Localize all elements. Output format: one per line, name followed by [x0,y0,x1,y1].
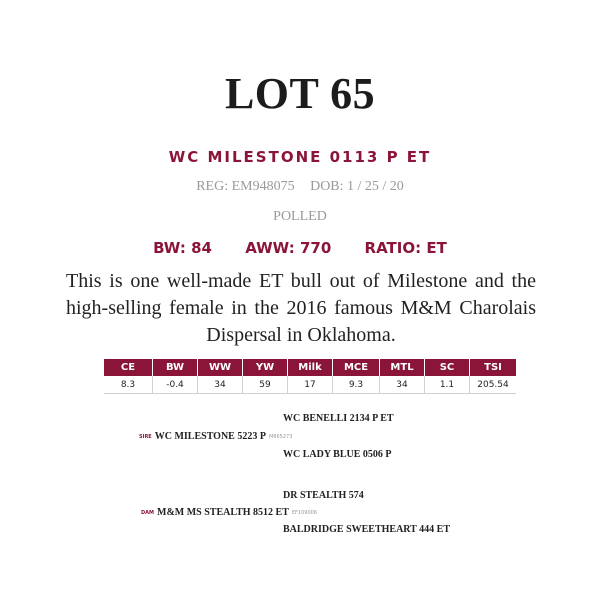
epd-value: 205.54 [470,376,517,394]
epd-value: 17 [288,376,333,394]
epd-value: 9.3 [333,376,380,394]
sire-sire: WC BENELLI 2134 P ET [283,413,394,424]
epd-value: 59 [243,376,288,394]
sire-registration: M865273 [268,433,293,440]
sire-tag: SIRE [139,433,152,440]
epd-value: -0.4 [153,376,198,394]
lot-description: This is one well-made ET bull out of Milestone and the high-selling female in the 2016 famous M&M Charolais Dispersal in Oklahoma. [66,270,536,346]
epd-header: Milk [288,359,333,376]
epd-header: WW [198,359,243,376]
dam-registration: EF109006 [291,509,317,516]
epd-value: 1.1 [425,376,470,394]
dam-sire: DR STEALTH 574 [283,490,364,501]
dam-name: M&M MS STEALTH 8512 ET [157,507,289,518]
epd-value-row [104,376,516,394]
performance-stats [0,239,600,257]
ratio: RATIO: ET [364,239,447,257]
polled-status: POLLED [273,209,327,224]
epd-value: 8.3 [104,376,153,394]
epd-header: YW [243,359,288,376]
dam-line [141,507,317,518]
epd-value: 34 [380,376,425,394]
epd-header: TSI [470,359,517,376]
epd-header: CE [104,359,153,376]
dam-tag: DAM [141,509,154,516]
epd-header-row [104,359,516,376]
epd-header: MTL [380,359,425,376]
registration-line [0,179,600,195]
dam-dam: BALDRIDGE SWEETHEART 444 ET [283,524,451,535]
lot-title: LOT 65 [224,69,376,118]
epd-header: SC [425,359,470,376]
sire-line [139,431,292,442]
animal-name: WC MILESTONE 0113 P ET [168,148,432,166]
adjusted-weaning-weight: AWW: 770 [245,239,332,257]
epd-value: 34 [198,376,243,394]
sire-name: WC MILESTONE 5223 P [154,431,266,442]
epd-table [104,359,516,394]
sire-dam: WC LADY BLUE 0506 P [283,449,392,460]
birth-weight: BW: 84 [153,239,212,257]
epd-header: BW [153,359,198,376]
epd-header: MCE [333,359,380,376]
registration-number: REG: EM948075 [196,179,295,194]
date-of-birth: DOB: 1 / 25 / 20 [310,179,404,194]
